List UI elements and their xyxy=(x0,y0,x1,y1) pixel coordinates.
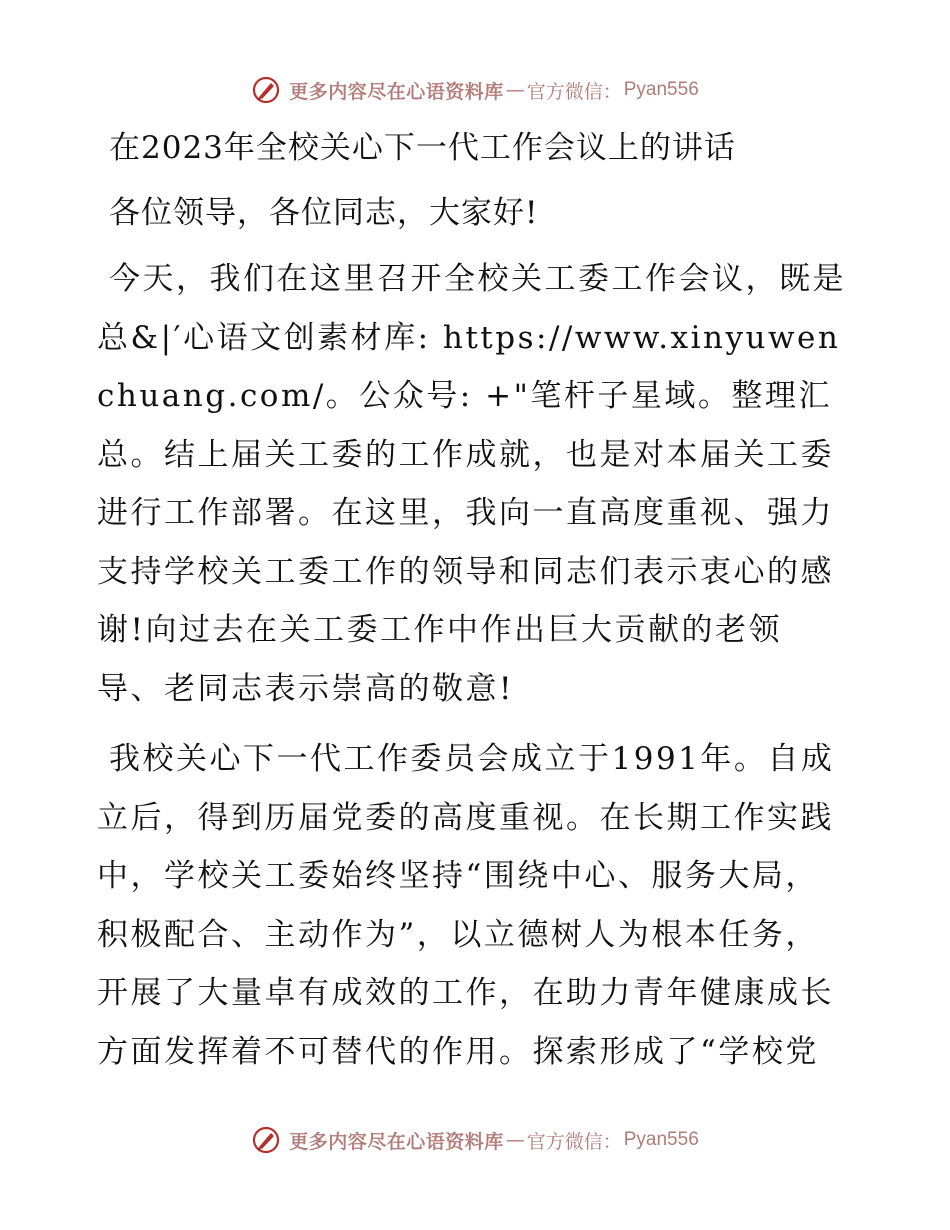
watermark-handle: Pyan556 xyxy=(623,1129,699,1150)
watermark-main-text: 更多内容尽在心语资料库 xyxy=(289,1130,504,1153)
watermark-separator: — xyxy=(505,1129,525,1151)
document-title: 在2023年全校关心下一代工作会议上的讲话 xyxy=(109,130,736,166)
paragraph-text: 今天，我们在这里召开全校关工委工作会议，既是总&|′心语文创素材库: https://www.xinyuwenchuang.com/。公众号: +"笔杆子星域。整理汇总。结上届关工委的工作成就，也是对本届关工委进行工作部署。在这里，我向一直高度重视、强力支持学校关工委工作的领导和同志们表示衷心的感谢!向过去在关工委工作中作出巨大贡献的老领导、老同志表示崇高的敬意! xyxy=(97,261,846,707)
paragraph xyxy=(97,730,847,1081)
paragraph-text: 我校关心下一代工作委员会成立于1991年。自成立后，得到历届党委的高度重视。在长期工作实践中，学校关工委始终坚持“围绕中心、服务大局，积极配合、主动作为”，以立德树人为根本任务，开展了大量卓有成效的工作，在助力青年健康成长方面发挥着不可替代的作用。探索形成了“学校党 xyxy=(97,741,835,1070)
pen-logo-icon xyxy=(251,75,281,105)
document-body xyxy=(97,122,847,1081)
pen-logo-icon xyxy=(251,1125,281,1155)
watermark-separator: — xyxy=(505,79,525,101)
watermark-label: 官方微信： xyxy=(526,1130,622,1153)
watermark-main-text: 更多内容尽在心语资料库 xyxy=(289,80,504,103)
watermark-footer xyxy=(0,1122,950,1158)
paragraph xyxy=(97,250,847,718)
watermark-header xyxy=(0,72,950,108)
watermark-label: 官方微信： xyxy=(526,80,622,103)
greeting: 各位领导，各位同志，大家好! xyxy=(109,195,539,231)
watermark-handle: Pyan556 xyxy=(623,79,699,100)
